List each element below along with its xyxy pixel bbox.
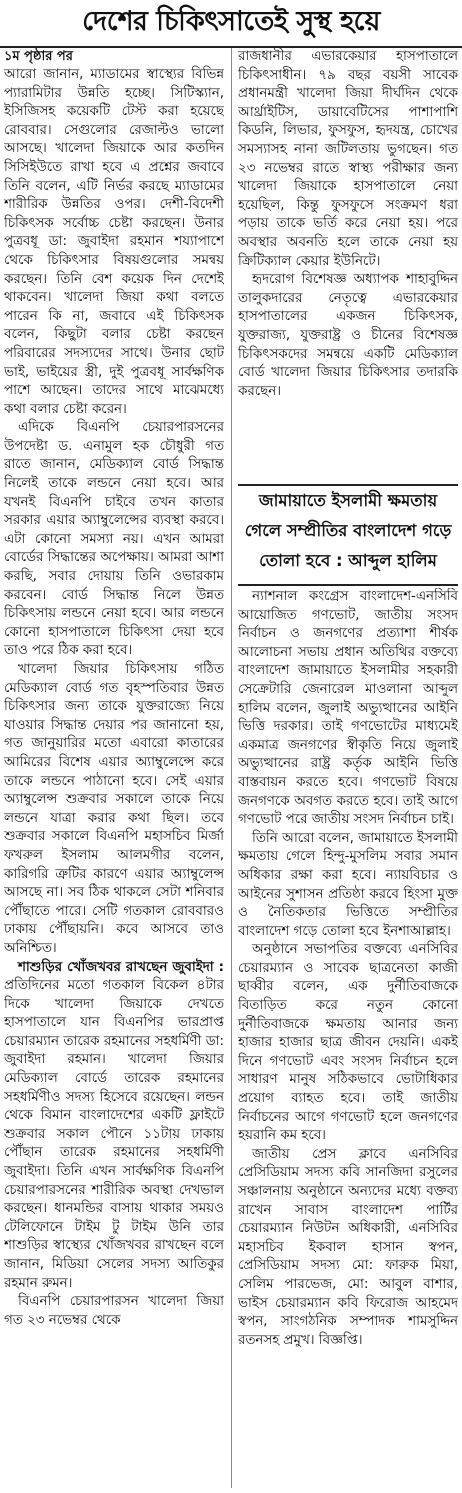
left-column bbox=[4, 48, 224, 1488]
subhead-paragraph bbox=[4, 959, 224, 1294]
story2-paragraph-3: অনুষ্ঠানে সভাপতির বক্তব্যে এনসিবির চেয়ারম্যান ও সাবেক ছাত্রনেতা কাজী ছাব্বীর বলেন, এক দুর্নীতিবাজকে বিতাড়িত করে নতুন কোনো দুর্নীতিবাজকে ক্ষমতায় আনার জন্য হাজার হাজার ছাত্র জীবন দেয়নি। একই দিনে গণভোট এবং সংসদ নির্বাচন হলে সাধারণ মানুষ সঠিকভাবে ভোটাধিকার প্রয়োগ ব্যাহত হবে। তাই জাতীয় নির্বাচনের আগে গণভোট হলে জনগণের হয়রানি কম হবে। bbox=[238, 942, 458, 1144]
story2-headline-text: তোলা হবে : bbox=[259, 551, 343, 570]
left-paragraph-2: এদিকে বিএনপি চেয়ারপারসনের উপদেষ্টা ড. এনামুল হক চৌধুরী গত রাতে জানান, মেডিক্যাল বোর্ড সিদ্ধান্ত নিলেই তাকে লন্ডনে নেয়া হবে। আর যখনই বিএনপি চাইবে তখন কাতার সরকার এয়ার অ্যাম্বুলেন্সের ব্যবস্থা করবে। এটা কোনো সমস্যা নয়। এখন আমরা বোর্ডের সিদ্ধান্তের অপেক্ষায়। আমরা আশা করছি, সবার দোয়ায় তিনি ওভারকাম করবেন। বোর্ড সিদ্ধান্ত নিলে উন্নত চিকিৎসায় লন্ডনে নেয়া হবে। আর লন্ডনে কোনো হাসপাতালে চিকিৎসা দেয়া হবে তাও পরে ঠিক করা হবে। bbox=[4, 420, 224, 659]
story2-paragraph-1: ন্যাশনাল কংগ্রেস বাংলাদেশ-এনসিবি আয়োজিত গণভোট, জাতীয় সংসদ নির্বাচন ও জনগণের প্রত্যাশা শীর্ষক আলোচনা সভায় প্রধান অতিথির বক্তব্যে বাংলাদেশ জামায়াতে ইসলামীর সহকারী সেক্রেটারি জেনারেল মাওলানা আব্দুল হালিম বলেন, জুলাই অভ্যুত্থানের আইনি ভিত্তি দরকার। তাই গণভোটের মাধ্যমেই একমাত্র জনগণের স্বীকৃতি নিয়ে জুলাই অভ্যুত্থানের রাষ্ট্র কর্তৃক আইনি ভিত্তি বাস্তবায়ন করতে হবে। গণভোট বিষয়ে জনগণকে অবগত করতে হবে। তাই আগে গণভোট পরে জাতীয় সংসদ নির্বাচন চাই। bbox=[238, 589, 458, 828]
right-paragraph-1: রাজধানীর এভারকেয়ার হাসপাতালে চিকিৎসাধীন। ৭৯ বছর বয়সী সাবেক প্রধানমন্ত্রী খালেদা জিয়া দীর্ঘদিন থেকে আর্থ্রাইটিস, ডায়াবেটিসের পাশাপাশি কিডনি, লিভার, ফুসফুস, হৃদযন্ত্র, চোখের সমস্যাসহ নানা জটিলতায় ভুগছেন। গত ২৩ নভেম্বর রাতে স্বাস্থ্য পরীক্ষার জন্য খালেদা জিয়াকে হাসপাতালে নেয়া হয়েছিল, কিন্তু ফুসফুসে সংক্রমণ ধরা পড়ায় তাকে ভর্তি করে নেয়া হয়। পরে অবস্থার অবনতি হলে তাকে নেয়া হয় ক্রিটিক্যাল কেয়ার ইউনিটে। bbox=[238, 49, 458, 269]
page-headline: দেশের চিকিৎসাতেই সুস্থ হয়ে bbox=[0, 0, 462, 48]
left-paragraph-3: খালেদা জিয়ার চিকিৎসায় গঠিত মেডিক্যাল বোর্ড গত বৃহস্পতিবার উন্নত চিকিৎসার জন্য তাকে যুক্তরাজ্যে নিয়ে যাওয়ার সিদ্ধান্ত দেয়ার পর জানানো হয়, গত জানুয়ারির মতো এবারো কাতারের আমিরের বিশেষ এয়ার অ্যাম্বুলেন্সে করে তাকে লন্ডনে পাঠানো হবে। সেই এয়ার অ্যাম্বুলেন্স শুক্রবার সকালে তাকে নিয়ে লন্ডনে যাত্রা করার কথা ছিল। তবে শুক্রবার সকালে বিএনপি মহাসচিব মির্জা ফখরুল ইসলাম আলমগীর বলেন, কারিগরি ত্রুটির কারণে এয়ার অ্যাম্বুলেন্স আসছে না। সব ঠিক থাকলে সেটা শনিবার পৌঁছাতে পারে। সেটি গতকাল রোববারও ঢাকায় পৌঁছায়নি। কবে আসবে তাও অনিশ্চিত। bbox=[4, 662, 224, 956]
story2-byline: আব্দুল হালিম bbox=[348, 551, 437, 570]
story2-headline-line3 bbox=[238, 546, 458, 576]
left-last-paragraph: বিএনপি চেয়ারপারসন খালেদা জিয়া গত ২৩ নভেম্বর থেকে bbox=[4, 1294, 224, 1328]
story2-headline-line1: জামায়াতে ইসলামী ক্ষমতায় bbox=[258, 491, 438, 510]
continued-from-label: ১ম পৃষ্ঠার পর bbox=[4, 49, 73, 64]
story2-body bbox=[238, 588, 458, 1488]
right-column-top bbox=[238, 48, 458, 482]
story2-paragraph-2: তিনি আরো বলেন, জামায়াতে ইসলামী ক্ষমতায় গেলে হিন্দু-মুসলিম সবার সমান অধিকার রক্ষা করা হবে। ন্যায়বিচার ও আইনের সুশাসন প্রতিষ্ঠা করবে হিংসা মুক্ত ও নৈতিকতার ভিত্তিতে সম্প্রীতির বাংলাদেশ গড়ে তোলা হবে ইনশাআল্লাহ। bbox=[238, 830, 458, 939]
column-divider bbox=[231, 48, 232, 1488]
subhead-body: প্রতিদিনের মতো গতকাল বিকেল ৪টার দিকে খালেদা জিয়াকে দেখতে হাসপাতালে যান বিএনপির ভারপ্রাপ্ত চেয়ারম্যান তারেক রহমানের সহধর্মিণী ডা: জুবাইদা রহমান। খালেদা জিয়ার মেডিক্যাল বোর্ডে তারেক রহমানের সহধর্মিণীও সদস্য হিসেবে রয়েছেন। লন্ডন থেকে বিমান বাংলাদেশের একটি ফ্লাইটে শুক্রবার সকাল পৌনে ১১টায় ঢাকায় পৌঁছান তারেক রহমানের সহধর্মিণী জুবাইদা। তিনি এখন সার্বক্ষণিক বিএনপি চেয়ারপারসনের শারীরিক অবস্থা দেখভাল করছেন। ধানমন্ডির বাসায় থাকার সময়ও টেলিফোনে টাইম টু টাইম উনি তার শাশুড়ির স্বাস্থ্যের খোঁজখবর রাখছেন বলে জানান, মিডিয়া সেলের সদস্য আতিকুর রহমান রুমন। bbox=[4, 978, 224, 1291]
story2-paragraph-4: জাতীয় প্রেস ক্লাবে এনসিবির প্রেসিডিয়াম সদস্য কবি সানজিদা রসুলের সঞ্চালনায় অনুষ্ঠানে অন্যদের মধ্যে বক্তব্য রাখেন সাবাস বাংলাদেশ পার্টির চেয়ারম্যান নিউটন অধিকারী, এনসিবির মহাসচিব ইকবাল হাসান স্বপন, প্রেসিডিয়াম সদস্য মো: ফারুক মিয়া, সেলিম পারভেজ, মো: আবুল বাশার, ভাইস চেয়ারম্যান কবি ফিরোজ আহমেদ স্বপন, সাংগঠনিক সম্পাদক শামসুদ্দিন রতনসহ প্রমুখ। বিজ্ঞপ্তি। bbox=[238, 1146, 458, 1348]
right-paragraph-2: হৃদরোগ বিশেষজ্ঞ অধ্যাপক শাহাবুদ্দিন তালুকদারের নেতৃত্বে এভারকেয়ার হাসপাতালের একজন চিকিৎসক, যুক্তরাজ্য, যুক্তরাষ্ট্র ও চীনের বিশেষজ্ঞ চিকিৎসকদের সমন্বয়ে একটি মেডিক্যাল বোর্ড খালেদা জিয়ার চিকিৎসার তদারকি করছেন। bbox=[238, 272, 458, 399]
left-paragraph-1: আরো জানান, ম্যাডামের স্বাস্থ্যের বিভিন্ন প্যারামিটার উন্নতি হচ্ছে। সিটিস্ক্যান, ইসিজিসহ কয়েকটি টেস্ট করা হয়েছে রোববার। সেগুলোর রেজাল্টও ভালো আসছে। খালেদা জিয়াকে আর কতদিন সিসিইউতে রাখা হবে এ প্রশ্নের জবাবে তিনি বলেন, এটি নির্ভর করছে ম্যাডামের শারীরিক উন্নতির ওপর। দেশী-বিদেশী চিকিৎসক সর্বোচ্চ চেষ্টা করছেন। উনার পুত্রবধূ ডা: জুবাইদা রহমান শয্যাপাশে থেকে চিকিৎসার বিষয়গুলোর সমন্বয় করছেন। তিনি বেশ কয়েক দিন দেশেই থাকবেন। খালেদা জিয়া কথা বলতে পারেন কি না, জবাবে এই চিকিৎসক বলেন, কিছুটা বলার চেষ্টা করছেন পরিবারের সদস্যদের সাথে। উনার ছোট ভাই, ভাইয়ের স্ত্রী, দুই পুত্রবধূ সার্বক্ষণিক পাশে আছেন। তাদের সাথে মাঝেমধ্যে কথা বলার চেষ্টা করেন। bbox=[4, 67, 224, 417]
subhead: শাশুড়ির খোঁজখবর রাখছেন জুবাইদা : bbox=[18, 959, 224, 975]
story2-headline-box bbox=[238, 484, 458, 586]
story2-headline-line2: গেলে সম্প্রীতির বাংলাদেশ গড়ে bbox=[244, 521, 452, 540]
